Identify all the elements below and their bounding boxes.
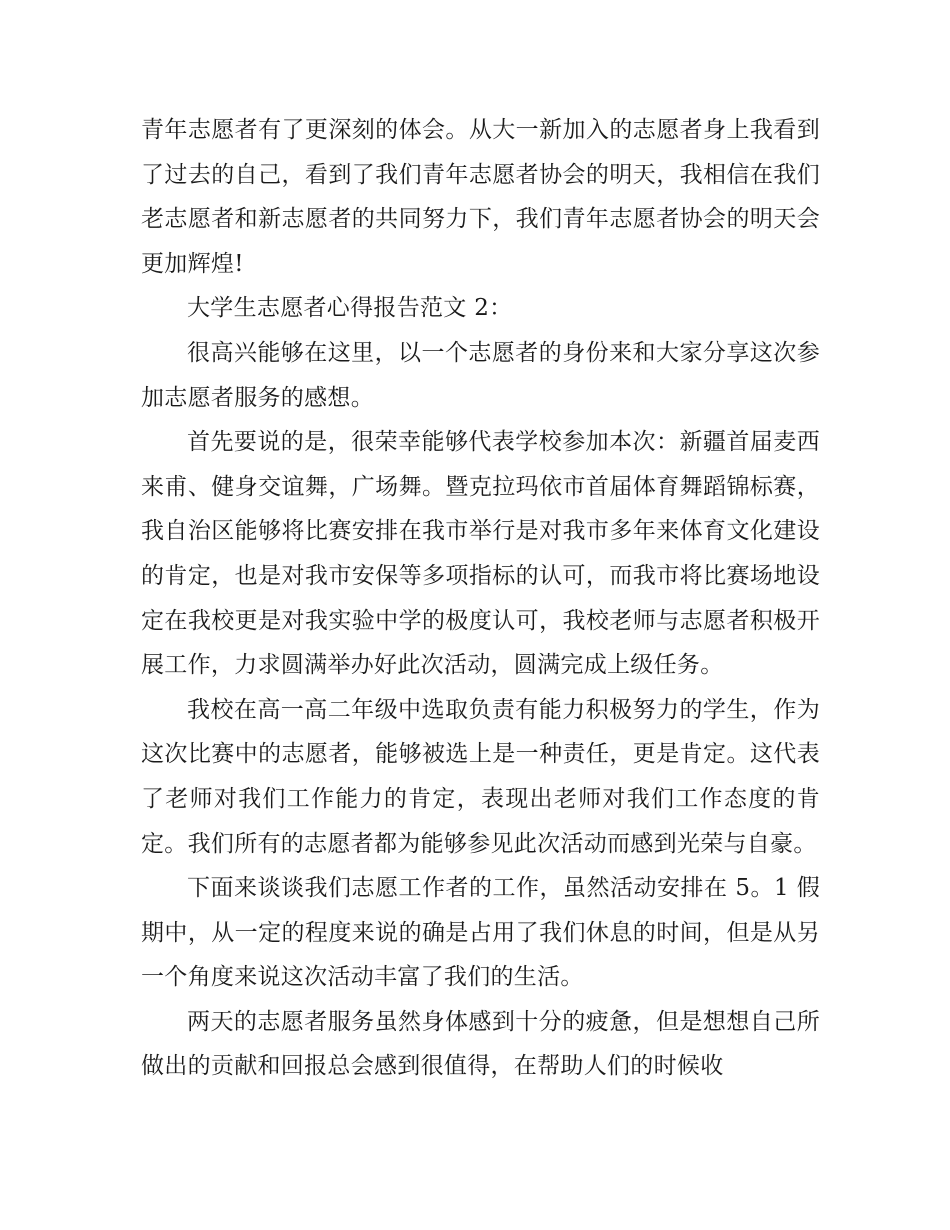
paragraph-6: 两天的志愿者服务虽然身体感到十分的疲惫，但是想想自己所做出的贡献和回报总会感到很值得，在帮助人们的时候收 xyxy=(141,1008,820,1080)
paragraph-3: 首先要说的是，很荣幸能够代表学校参加本次：新疆首届麦西来甫、健身交谊舞，广场舞。暨克拉玛依市首届体育舞蹈锦标赛，我自治区能够将比赛安排在我市举行是对我市多年来体育文化建设的肯定，也是对我市安保等多项指标的认可，而我市将比赛场地设定在我校更是对我实验中学的极度认可，我校老师与志愿者积极开展工作，力求圆满举办好此次活动，圆满完成上级任务。 xyxy=(141,429,820,679)
paragraph-1: 青年志愿者有了更深刻的体会。从大一新加入的志愿者身上我看到了过去的自己，看到了我们青年志愿者协会的明天，我相信在我们老志愿者和新志愿者的共同努力下，我们青年志愿者协会的明天会更加辉煌! xyxy=(141,117,820,277)
paragraph-4: 我校在高一高二年级中选取负责有能力积极努力的学生，作为这次比赛中的志愿者，能够被选上是一种责任，更是肯定。这代表了老师对我们工作能力的肯定，表现出老师对我们工作态度的肯定。我们所有的志愿者都为能够参见此次活动而感到光荣与自豪。 xyxy=(141,696,820,857)
paragraph-2: 很高兴能够在这里，以一个志愿者的身份来和大家分享这次参加志愿者服务的感想。 xyxy=(141,339,820,411)
section-heading-example-2: 大学生志愿者心得报告范文 2： xyxy=(187,295,513,322)
document-body xyxy=(141,108,820,1089)
paragraph-5: 下面来谈谈我们志愿工作者的工作，虽然活动安排在 5。1 假期中，从一定的程度来说的确是占用了我们休息的时间，但是从另一个角度来说这次活动丰富了我们的生活。 xyxy=(141,875,820,991)
